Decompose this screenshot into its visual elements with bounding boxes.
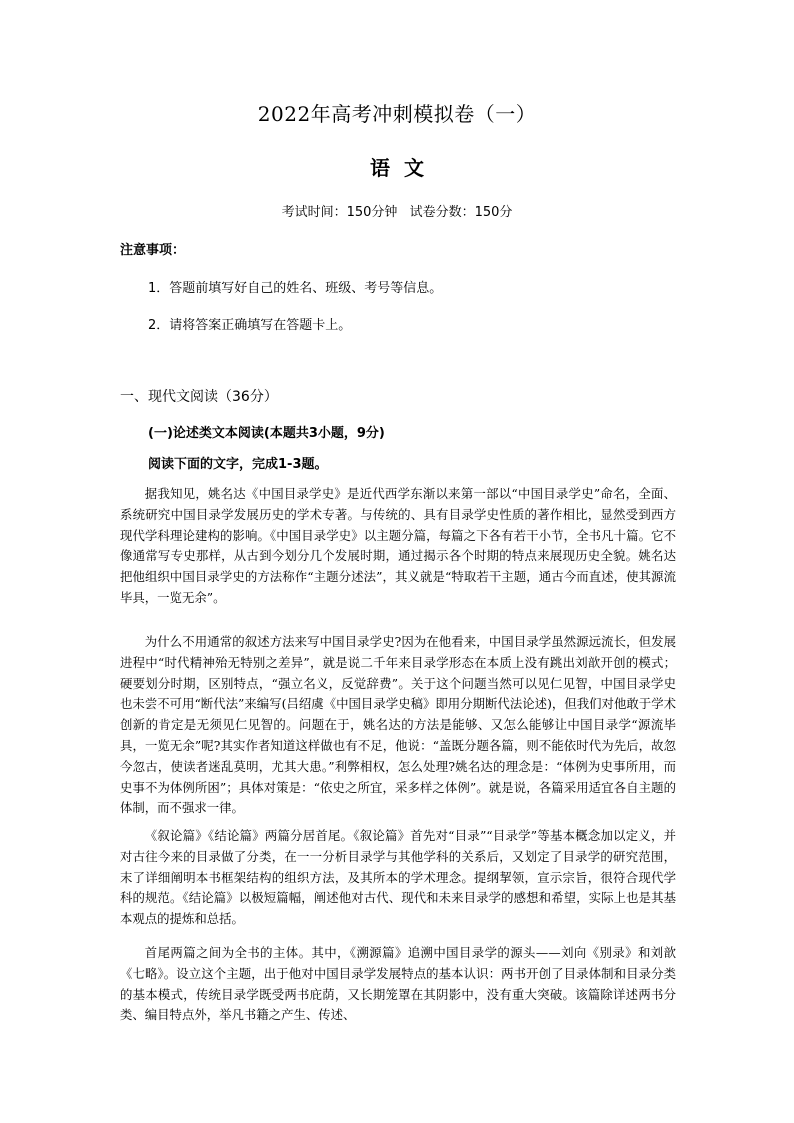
passage-paragraph: 据我知见，姚名达《中国目录学史》是近代西学东渐以来第一部以“中国目录学史”命名，全面、系统研究中国目录学发展历史的学术专著。与传统的、具有目录学史性质的著作相比，显然受到西方现代学科理论建构的影响。《中国目录学史》以主题分篇，每篇之下各有若干小节，全书凡十篇。它不像通常写专史那样，从古到今划分几个发展时期，通过揭示各个时期的特点来展现历史全貌。姚名达把他组织中国目录学史的方法称作“主题分述法”，其义就是“特取若干主题，通古今而直述，使其源流毕具，一览无余”。 (120, 486, 676, 605)
notice-item: 2．请将答案正确填写在答题卡上。 (148, 318, 352, 333)
exam-time: 考试时间：150分钟 (281, 205, 398, 220)
exam-info (0, 201, 794, 220)
passage-paragraph: 《叙论篇》《结论篇》两篇分居首尾。《叙论篇》首先对“目录”“目录学”等基本概念加以定义，并对古往今来的目录做了分类，在一一分析目录学与其他学科的关系后，又划定了目录学的研究范围，末了详细阐明本书框架结构的组织方法，及其所本的学术理念。提纲挈领，宣示宗旨，很符合现代学科的规范。《结论篇》以极短篇幅，阐述他对古代、现代和未来目录学的感想和希望，实际上也是其基本观点的提炼和总括。 (120, 828, 676, 927)
passage-paragraph: 首尾两篇之间为全书的主体。其中，《溯源篇》追溯中国目录学的源头——刘向《别录》和刘歆《七略》。设立这个主题，出于他对中国目录学发展特点的基本认识：两书开创了目录体制和目录分类的基本模式，传统目录学既受两书庇荫，又长期笼罩在其阴影中，没有重大突破。该篇除详述两书分类、编目特点外，举凡书籍之产生、传述、 (120, 945, 676, 1023)
notice-item: 1．答题前填写好自己的姓名、班级、考号等信息。 (148, 281, 443, 296)
exam-score: 试卷分数：150分 (409, 205, 513, 220)
subsection-heading: (一)论述类文本阅读(本题共3小题，9分) (148, 426, 385, 441)
page-title: 2022年高考冲刺模拟卷（一） (257, 102, 537, 126)
notice-heading: 注意事项： (120, 243, 186, 258)
section-heading: 一、现代文阅读（36分） (120, 389, 278, 405)
reading-instruction: 阅读下面的文字，完成1-3题。 (148, 457, 328, 472)
subject-title: 语文 (370, 156, 438, 180)
passage-paragraph: 为什么不用通常的叙述方法来写中国目录学史?因为在他看来，中国目录学虽然源远流长，但发展进程中“时代精神殆无特别之差异”，就是说二千年来目录学形态在本质上没有跳出刘歆开创的模式；硬要划分时期，区别特点，“强立名义，反觉辞费”。关于这个问题当然可以见仁见智，中国目录学史也未尝不可用“断代法”来编写(吕绍虞《中国目录学史稿》即用分期断代法论述)，但我们对他敢于学术创新的肯定是无须见仁见智的。问题在于，姚名达的方法是能够、又怎么能够让中国目录学“源流毕具，一览无余”呢?其实作者知道这样做也有不足，他说：“盖既分题各篇，则不能依时代为先后，故忽今忽古，使读者迷乱莫明，尤其大患。”利弊相权，怎么处理?姚名达的理念是：“体例为史事所用，而史事不为体例所困”；具体对策是：“依史之所宜，采多样之体例”。就是说，各篇采用适宜各自主题的体制，而不强求一律。 (120, 634, 676, 816)
